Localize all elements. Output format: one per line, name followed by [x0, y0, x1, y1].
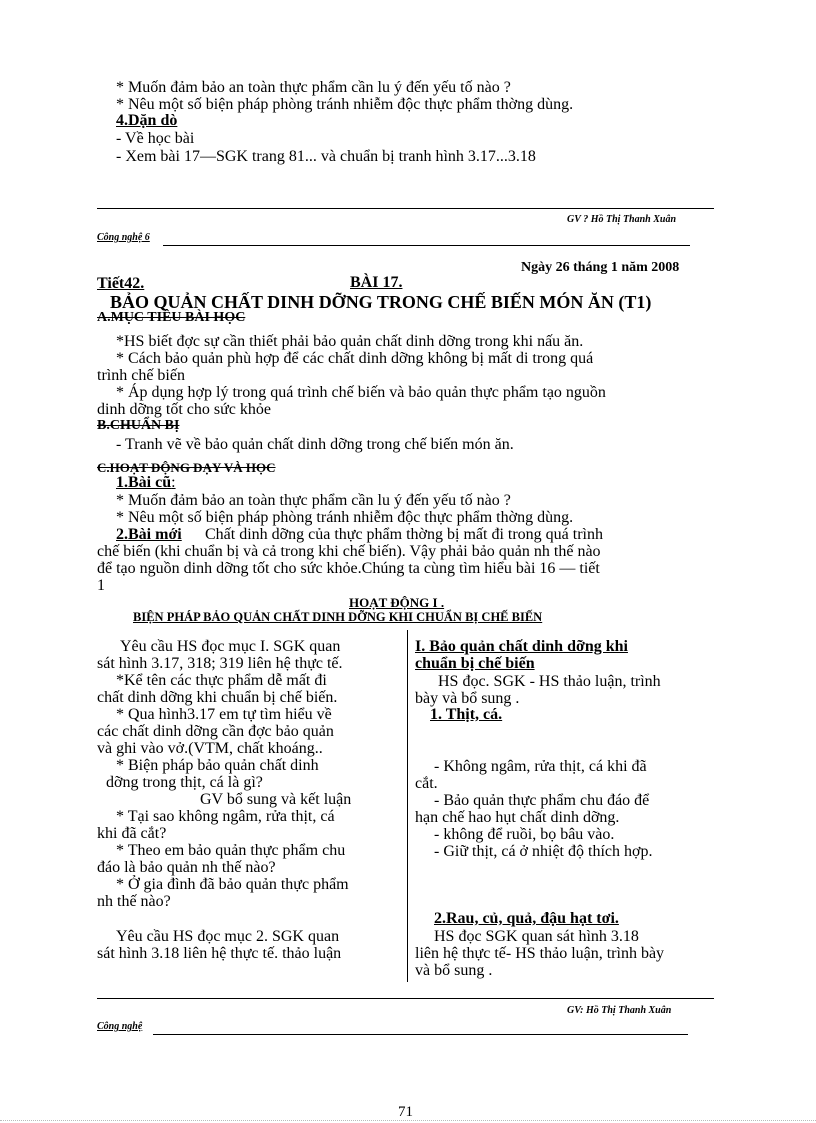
lesson-title-number: BÀI 17.: [350, 274, 403, 291]
right-line-11: và bổ sung .: [415, 962, 493, 979]
left-line-12: khi đã cắt?: [97, 825, 167, 842]
objective-3a: * Áp dụng hợp lý trong quá trình chế biến và bảo quản thực phẩm tạo nguồn: [116, 384, 606, 401]
left-line-14: đáo là bảo quản nh thế nào?: [97, 859, 276, 876]
section-c-heading: C.HOẠT ĐỘNG DẠY VÀ HỌC: [97, 460, 276, 475]
new-lesson-line-2: chế biến (khi chuẩn bị và cả trong khi chế biến). Vậy phải bảo quản nh thế nào: [97, 543, 601, 560]
right-line-4: cắt.: [415, 775, 438, 792]
homework-heading: 4.Dặn dò: [116, 112, 178, 129]
right-heading-1b: chuẩn bị chế biến: [415, 655, 535, 672]
activity-title: HOẠT ĐỘNG I .: [349, 595, 445, 610]
activity-subtitle: BIỆN PHÁP BẢO QUẢN CHẤT DINH DỠNG KHI CHUẨN BỊ CHẾ BIẾN: [133, 610, 543, 624]
left-line-10: GV bổ sung và kết luận: [200, 791, 352, 808]
column-divider: [407, 630, 408, 982]
footer-subject-rule: [153, 1034, 688, 1035]
right-line-1: HS đọc. SGK - HS thảo luận, trình: [438, 673, 661, 690]
homework-item-2: - Xem bài 17—SGK trang 81... và chuẩn bị tranh hình 3.17...3.18: [116, 148, 536, 165]
lesson-date: Ngày 26 tháng 1 năm 2008: [521, 260, 680, 275]
header-rule: [97, 208, 714, 209]
left-line-15: * Ở gia đình đã bảo quản thực phẩm: [116, 876, 349, 893]
subject-label: Công nghệ 6: [97, 232, 150, 243]
page-bottom-border: [0, 1120, 816, 1121]
objective-2a: * Cách bảo quản phù hợp để các chất dinh dỡng không bị mất di trong quá: [116, 350, 594, 367]
left-line-6: các chất dinh dỡng cần đợc bảo quản: [97, 723, 334, 740]
old-lesson-title: 1.Bài cũ: [116, 474, 172, 491]
right-line-2: bày và bổ sung .: [415, 690, 520, 707]
lesson-title: BẢO QUẢN CHẤT DINH DỠNG TRONG CHẾ BIẾN MÓN ĂN (T1): [110, 292, 652, 312]
new-lesson-line-1: Chất dinh dỡng của thực phẩm thờng bị mất đi trong quá trình: [205, 526, 603, 543]
right-line-9: HS đọc SGK quan sát hình 3.18: [434, 928, 639, 945]
left-line-4: chất dinh dỡng khi chuẩn bị chế biến.: [97, 689, 338, 706]
right-line-10: liên hệ thực tế- HS thảo luận, trình bày: [415, 945, 665, 962]
left-line-2: sát hình 3.17, 318; 319 liên hệ thực tế.: [97, 655, 343, 672]
old-lesson-question-1: * Muốn đảm bảo an toàn thực phẩm cần lu ý đến yếu tố nào ?: [116, 492, 511, 509]
left-line-11: * Tại sao không ngâm, rửa thịt, cá: [116, 808, 335, 825]
homework-item-1: - Về học bài: [116, 130, 195, 147]
objective-3b: dinh dỡng tốt cho sức khỏe: [97, 401, 271, 418]
left-line-17: Yêu cầu HS đọc mục 2. SGK quan: [116, 928, 340, 945]
right-line-7: - không để ruồi, bọ bâu vào.: [434, 826, 615, 843]
new-lesson-line-3: để tạo nguồn dinh dỡng tốt cho sức khỏe.Chúng ta cùng tìm hiểu bài 16 — tiết: [97, 560, 600, 577]
old-lesson-colon: :: [171, 474, 176, 491]
old-lesson-question-2: * Nêu một số biện pháp phòng tránh nhiễm độc thực phẩm thờng dùng.: [116, 509, 574, 526]
right-heading-3: 2.Rau, củ, quả, đậu hạt tơi.: [434, 910, 619, 927]
objective-2b: trình chế biến: [97, 367, 185, 384]
left-line-16: nh thế nào?: [97, 893, 171, 910]
right-heading-2: 1. Thịt, cá.: [430, 706, 503, 723]
left-line-13: * Theo em bảo quản thực phẩm chu: [116, 842, 346, 859]
review-question-1: * Muốn đảm bảo an toàn thực phẩm cần lu ý đến yếu tố nào ?: [116, 79, 511, 96]
right-heading-1a: I. Bảo quản chất dinh dỡng khi: [415, 638, 628, 655]
lesson-number: Tiết42.: [97, 275, 145, 292]
section-a-heading: A.MỤC TIÊU BÀI HỌC: [97, 310, 246, 325]
subject-rule: [163, 245, 690, 246]
new-lesson-line-4: 1: [97, 577, 105, 594]
teacher-signature: GV ? Hồ Thị Thanh Xuân: [567, 214, 677, 225]
left-line-7: và ghi vào vở.(VTM, chất khoáng..: [97, 740, 323, 757]
review-question-2: * Nêu một số biện pháp phòng tránh nhiễm độc thực phẩm thờng dùng.: [116, 96, 574, 113]
right-line-8: - Giữ thịt, cá ở nhiệt độ thích hợp.: [434, 843, 653, 860]
left-line-8: * Biện pháp bảo quản chất dinh: [116, 757, 319, 774]
left-line-3: *Kể tên các thực phẩm dễ mất đi: [116, 672, 327, 689]
left-line-9: dỡng trong thịt, cá là gì?: [106, 774, 263, 791]
objective-1: *HS biết đợc sự cần thiết phải bảo quản chất dinh dỡng trong khi nấu ăn.: [116, 333, 584, 350]
right-line-3: - Không ngâm, rửa thịt, cá khi đã: [434, 758, 647, 775]
left-line-5: * Qua hình3.17 em tự tìm hiểu về: [116, 706, 332, 723]
right-line-6: hạn chế hao hụt chất dinh dỡng.: [415, 809, 620, 826]
new-lesson-heading: 2.Bài mới: [116, 526, 182, 543]
page-number: 71: [398, 1104, 413, 1120]
left-line-1: Yêu cầu HS đọc mục I. SGK quan: [120, 638, 341, 655]
right-line-5: - Bảo quản thực phẩm chu đáo để: [434, 792, 650, 809]
footer-teacher-signature: GV: Hồ Thị Thanh Xuân: [567, 1005, 672, 1016]
section-b-heading: B.CHUẨN BỊ: [97, 418, 180, 433]
preparation-item: - Tranh vẽ về bảo quản chất dinh dỡng trong chế biến món ăn.: [116, 436, 514, 453]
old-lesson-heading: [116, 474, 176, 491]
footer-rule: [97, 998, 714, 999]
left-line-18: sát hình 3.18 liên hệ thực tế. thảo luận: [97, 945, 342, 962]
footer-subject-label: Công nghệ: [97, 1021, 143, 1032]
